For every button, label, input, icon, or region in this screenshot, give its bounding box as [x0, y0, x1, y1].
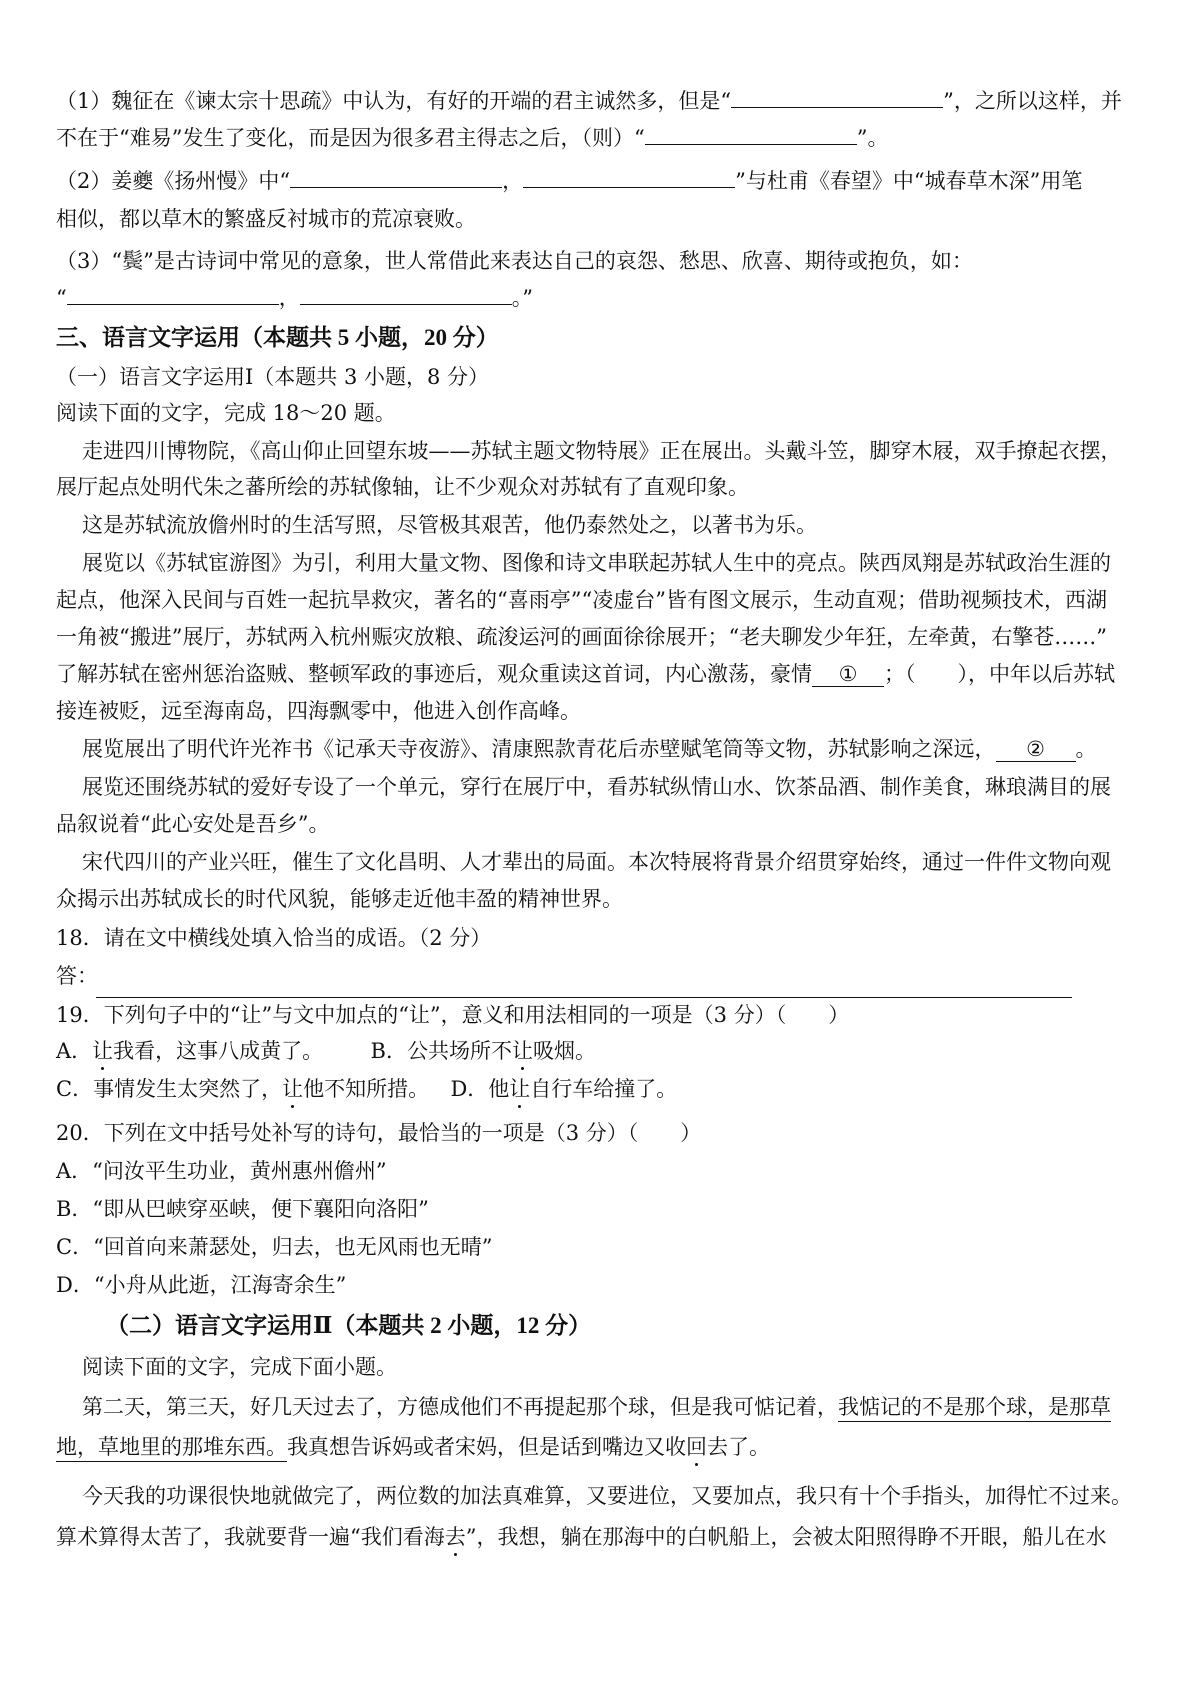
passage2-para1-line2	[56, 1432, 770, 1462]
passage-para6-line1: 宋代四川的产业兴旺，催生了文化昌明、人才辈出的局面。本次特展将背景介绍贯穿始终，通过一件件文物向观	[82, 850, 1111, 874]
passage-para3-line4-text: 了解苏轼在密州惩治盗贼、整顿军政的事迹后，观众重读这首词，内心激荡，豪情	[56, 662, 812, 686]
passage-para4-text: 展览展出了明代许光祚书《记承天寺夜游》、清康熙款青花后赤壁赋笔筒等文物，苏轼影响之深远，	[82, 737, 996, 761]
q20-option-b[interactable]: B．“即从巴峡穿巫峡，便下襄阳向洛阳”	[56, 1197, 429, 1221]
passage-para1-line1: 走进四川博物院，《高山仰止回望东坡——苏轼主题文物特展》正在展出。头戴斗笠，脚穿木屐，双手撩起衣摆，	[82, 439, 1122, 463]
passage-para4	[82, 734, 1097, 764]
q19-option-d-dotted: 让	[509, 1077, 531, 1101]
q20-option-d[interactable]: D．“小舟从此逝，江海寄余生”	[56, 1273, 347, 1297]
section3-sub1: （一）语言文字运用Ⅰ（本题共 3 小题，8 分）	[56, 365, 490, 389]
passage-para3-line2: 起点，他深入民间与百姓一起抗旱救灾，著名的“喜雨亭”“凌虚台”皆有图文展示，生动直观；借助视频技术，西湖	[56, 588, 1107, 612]
passage-para5-line2: 品叙说着“此心安处是吾乡”。	[56, 812, 330, 836]
q18-stem: 18．请在文中横线处填入恰当的成语。（2 分）	[56, 926, 492, 950]
passage-para2: 这是苏轼流放儋州时的生活写照，尽管极其艰苦，他仍泰然处之，以著书为乐。	[82, 513, 817, 537]
q17-item3-line1: （3）“鬓”是古诗词中常见的意象，世人常借此来表达自己的哀怨、愁思、欣喜、期待或抱负，如：	[56, 249, 973, 273]
passage2-para1-line1	[82, 1392, 1111, 1422]
section3-sub2: （二）语言文字运用Ⅱ（本题共 2 小题，12 分）	[106, 1313, 592, 1338]
q19-option-d-text: 自行车给撞了。	[530, 1077, 678, 1101]
q17-item1-text-d: ”。	[856, 126, 889, 150]
q17-blank-2[interactable]	[645, 123, 857, 145]
q20-stem: 20．下列在文中括号处补写的诗句，最恰当的一项是（3 分）（ ）	[56, 1121, 702, 1145]
q18-answer-label: 答：	[56, 964, 98, 988]
q19-option-a-dotted: 让	[92, 1039, 114, 1063]
section3b-intro: 阅读下面的文字，完成下面小题。	[82, 1355, 397, 1379]
passage-para6-line2: 众揭示出苏轼成长的时代风貌，能够走近他丰盈的精神世界。	[56, 887, 623, 911]
q17-item2-text-b: ，	[502, 169, 524, 193]
q17-item1-line1	[56, 86, 1122, 116]
q19-option-b-text: 吸烟。	[532, 1039, 596, 1063]
passage-para5-line1: 展览还围绕苏轼的爱好专设了一个单元，穿行在展厅中，看苏轼纵情山水、饮茶品酒、制作美食，琳琅满目的展	[82, 775, 1111, 799]
q19-options-row1	[56, 1036, 596, 1066]
q20-option-c[interactable]: C．“回首向来萧瑟处，归去，也无风雨也无晴”	[56, 1235, 493, 1259]
q17-blank-5[interactable]	[67, 283, 279, 305]
q17-blank-6[interactable]	[300, 283, 512, 305]
q19-option-c-text: 他不知所措。	[303, 1077, 430, 1101]
q19-option-d[interactable]	[450, 1077, 677, 1101]
q17-item1-text-c: 不在于“难易”发生了变化，而是因为很多君主得志之后，（则）“	[56, 126, 645, 150]
q19-option-b-label: B．公共场所不	[370, 1039, 512, 1063]
q17-blank-1[interactable]	[731, 86, 943, 108]
passage2-para2-line2-tail: ”，我想，躺在那海中的白帆船上，会被太阳照得睁不开眼，船儿在水	[465, 1525, 1107, 1549]
passage-para3-line5: 接连被贬，远至海南岛，四海飘零中，他进入创作高峰。	[56, 699, 581, 723]
passage2-para1-text: 第二天，第三天，好几天过去了，方德成他们不再提起那个球，但是我可惦记着，	[82, 1395, 838, 1419]
q19-option-d-label: D．他	[450, 1077, 510, 1101]
q19-options-row2	[56, 1074, 677, 1104]
passage2-para2-line2-text: 算术算得太苦了，我就要背一遍“我们看海	[56, 1525, 445, 1549]
q19-option-a[interactable]	[56, 1039, 323, 1063]
passage2-para2-line2	[56, 1522, 1106, 1552]
passage-para3-line4	[56, 659, 1115, 689]
q19-option-a-text: 我看，这事八成黄了。	[113, 1039, 324, 1063]
passage-para4-tail: 。	[1075, 737, 1097, 761]
q17-item3-text-d: 。”	[511, 286, 533, 310]
q17-item2-text-c: ”与杜甫《春望》中“城春草木深”用笔	[735, 169, 1083, 193]
q17-item1-line2	[56, 123, 888, 153]
q19-stem: 19．下列句子中的“让”与文中加点的“让”，意义和用法相同的一项是（3 分）（ ）	[56, 1003, 850, 1027]
passage-para3-line3: 一角被“搬进”展厅，苏轼两入杭州赈灾放粮、疏浚运河的画面徐徐展开；“老夫聊发少年狂，左牵黄，右擎苍……”	[56, 625, 1107, 649]
q17-item3-text-c: ，	[278, 286, 300, 310]
q19-option-c-dotted: 让	[282, 1077, 304, 1101]
q17-blank-4[interactable]	[523, 166, 735, 188]
passage-blank-2[interactable]: ②	[996, 737, 1076, 762]
q19-option-c[interactable]	[56, 1077, 429, 1101]
q19-option-b[interactable]	[371, 1039, 596, 1063]
passage2-dotted-char-2: 去	[444, 1525, 466, 1549]
q17-item3-line2	[56, 283, 533, 313]
passage2-underlined-sentence-part1: 我惦记的不是那个球，是那草	[838, 1395, 1111, 1422]
passage2-para1-line2-tail: 去了。	[707, 1435, 770, 1459]
q17-item2-text-a: （2）姜夔《扬州慢》中“	[56, 169, 291, 193]
passage2-para1-line2-text: 我真想告诉妈或者宋妈，但是话到嘴边又收	[287, 1435, 686, 1459]
q17-item2-line2: 相似，都以草木的繁盛反衬城市的荒凉衰败。	[56, 207, 476, 231]
section3-title: 三、语言文字运用（本题共 5 小题，20 分）	[56, 325, 499, 350]
q17-blank-3[interactable]	[290, 166, 502, 188]
passage2-dotted-char-1: 回	[686, 1435, 707, 1459]
q17-item1-text-a: （1）魏征在《谏太宗十思疏》中认为，有好的开端的君主诚然多，但是“	[56, 89, 732, 113]
q17-item1-text-b: ”，之所以这样，并	[943, 89, 1122, 113]
q19-option-a-label: A．	[56, 1039, 93, 1063]
passage2-para2-line1: 今天我的功课很快地就做完了，两位数的加法真难算，又要进位，又要加点，我只有十个手指头，加得忙不过来。	[82, 1484, 1132, 1508]
q18-answer-line[interactable]	[96, 997, 1072, 998]
passage-para3-line4-tail: ；（ ），中年以后苏轼	[884, 662, 1115, 686]
passage-para1-line2: 展厅起点处明代朱之蕃所绘的苏轼像轴，让不少观众对苏轼有了直观印象。	[56, 475, 749, 499]
section3-intro: 阅读下面的文字，完成 18～20 题。	[56, 401, 396, 425]
passage-para3-line1: 展览以《苏轼宦游图》为引，利用大量文物、图像和诗文串联起苏轼人生中的亮点。陕西凤翔是苏轼政治生涯的	[82, 551, 1111, 575]
q17-item3-text-b: “	[56, 286, 67, 310]
passage-blank-1[interactable]: ①	[812, 662, 884, 687]
passage2-underlined-sentence-part2: 地，草地里的那堆东西。	[56, 1435, 287, 1462]
q19-option-b-dotted: 让	[511, 1039, 533, 1063]
q19-option-c-label: C．事情发生太突然了，	[56, 1077, 283, 1101]
q20-option-a[interactable]: A．“问汝平生功业，黄州惠州儋州”	[56, 1159, 387, 1183]
q17-item2-line1	[56, 166, 1082, 196]
